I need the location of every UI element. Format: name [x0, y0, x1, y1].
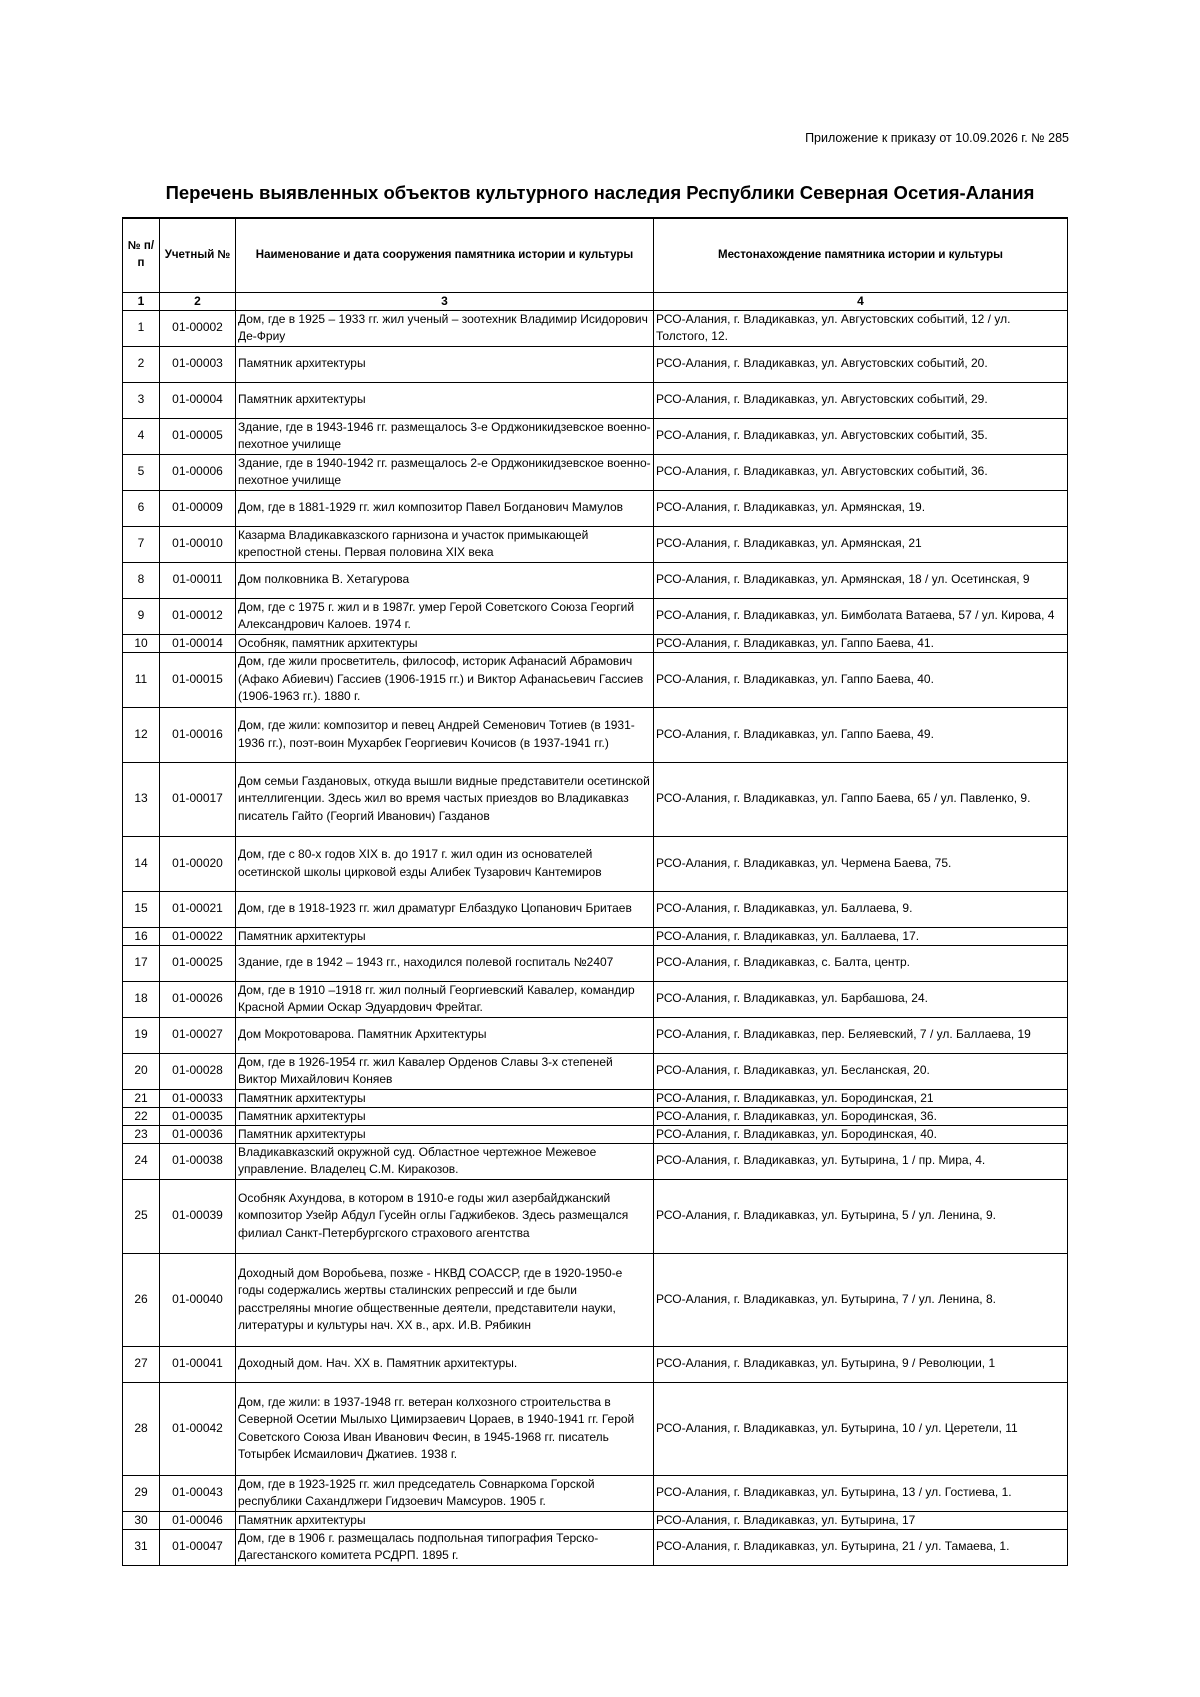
document-title: Перечень выявленных объектов культурного наследия Республики Северная Осетия-Алания: [165, 182, 1035, 203]
location-cell: РСО-Алания, г. Владикавказ, с. Балта, центр.: [654, 945, 1068, 981]
table-row: [123, 418, 1068, 454]
header-registry-id: Учетный №: [160, 218, 236, 292]
row-number-cell: 31: [123, 1529, 160, 1565]
table-row: [123, 454, 1068, 490]
table-body: [123, 310, 1068, 1565]
registry-id-cell: 01-00004: [160, 382, 236, 418]
object-name-cell: Доходный дом Воробьева, позже - НКВД СОАССР, где в 1920-1950-е годы содержались жертвы сталинских репрессий и где были расстреляны многие общественные деятели, представители науки, литературы и культуры нач. XX в., арх. И.В. Рябикин: [236, 1253, 654, 1346]
row-number-cell: 3: [123, 382, 160, 418]
registry-id-cell: 01-00009: [160, 490, 236, 526]
registry-id-cell: 01-00040: [160, 1253, 236, 1346]
table-row: [123, 1107, 1068, 1125]
row-number-cell: 17: [123, 945, 160, 981]
column-number: 1: [123, 292, 160, 310]
row-number-cell: 26: [123, 1253, 160, 1346]
table-row: [123, 652, 1068, 707]
row-number-cell: 11: [123, 652, 160, 707]
table-row: [123, 891, 1068, 927]
registry-id-cell: 01-00003: [160, 346, 236, 382]
location-cell: РСО-Алания, г. Владикавказ, ул. Августовских событий, 12 / ул. Толстого, 12.: [654, 310, 1068, 346]
location-cell: РСО-Алания, г. Владикавказ, ул. Баллаева, 9.: [654, 891, 1068, 927]
location-cell: РСО-Алания, г. Владикавказ, ул. Армянская, 18 / ул. Осетинская, 9: [654, 562, 1068, 598]
object-name-cell: Дом, где с 1975 г. жил и в 1987г. умер Герой Советского Союза Георгий Александрович Калоев. 1974 г.: [236, 598, 654, 634]
object-name-cell: Владикавказский окружной суд. Областное чертежное Межевое управление. Владелец С.М. Киракозов.: [236, 1143, 654, 1179]
row-number-cell: 14: [123, 836, 160, 891]
registry-id-cell: 01-00021: [160, 891, 236, 927]
table-row: [123, 1475, 1068, 1511]
location-cell: РСО-Алания, г. Владикавказ, ул. Бутырина, 10 / ул. Церетели, 11: [654, 1382, 1068, 1475]
registry-id-cell: 01-00006: [160, 454, 236, 490]
location-cell: РСО-Алания, г. Владикавказ, ул. Баллаева, 17.: [654, 927, 1068, 945]
location-cell: РСО-Алания, г. Владикавказ, ул. Августовских событий, 36.: [654, 454, 1068, 490]
row-number-cell: 10: [123, 634, 160, 652]
object-name-cell: Дом, где в 1910 –1918 гг. жил полный Георгиевский Кавалер, командир Красной Армии Оскар Эдуардович Фрейтаг.: [236, 981, 654, 1017]
registry-id-cell: 01-00046: [160, 1511, 236, 1529]
registry-id-cell: 01-00038: [160, 1143, 236, 1179]
registry-id-cell: 01-00036: [160, 1125, 236, 1143]
location-cell: РСО-Алания, г. Владикавказ, ул. Бутырина, 1 / пр. Мира, 4.: [654, 1143, 1068, 1179]
registry-id-cell: 01-00025: [160, 945, 236, 981]
location-cell: РСО-Алания, г. Владикавказ, ул. Армянская, 19.: [654, 490, 1068, 526]
object-name-cell: Дом, где жили просветитель, философ, историк Афанасий Абрамович (Афако Абиевич) Гассиев (1906-1915 гг.) и Виктор Афанасьевич Гассиев (1906-1963 гг.). 1880 г.: [236, 652, 654, 707]
object-name-cell: Дом, где жили: в 1937-1948 гг. ветеран колхозного строительства в Северной Осетии Мылыхо Цимирзаевич Цораев, в 1940-1941 гг. Герой Советского Союза Иван Иванович Фесин, в 1945-1968 гг. писатель Тотырбек Исмаилович Джатиев. 1938 г.: [236, 1382, 654, 1475]
row-number-cell: 22: [123, 1107, 160, 1125]
table-row: [123, 981, 1068, 1017]
object-name-cell: Памятник архитектуры: [236, 346, 654, 382]
row-number-cell: 15: [123, 891, 160, 927]
location-cell: РСО-Алания, г. Владикавказ, ул. Августовских событий, 35.: [654, 418, 1068, 454]
object-name-cell: Особняк, памятник архитектуры: [236, 634, 654, 652]
table-row: [123, 1143, 1068, 1179]
table-row: [123, 382, 1068, 418]
table-row: [123, 836, 1068, 891]
object-name-cell: Дом полковника В. Хетагурова: [236, 562, 654, 598]
table-row: [123, 1125, 1068, 1143]
object-name-cell: Памятник архитектуры: [236, 1107, 654, 1125]
location-cell: РСО-Алания, г. Владикавказ, ул. Бесланская, 20.: [654, 1053, 1068, 1089]
location-cell: РСО-Алания, г. Владикавказ, ул. Бутырина, 7 / ул. Ленина, 8.: [654, 1253, 1068, 1346]
registry-id-cell: 01-00005: [160, 418, 236, 454]
location-cell: РСО-Алания, г. Владикавказ, ул. Августовских событий, 29.: [654, 382, 1068, 418]
table-row: [123, 927, 1068, 945]
table-row: [123, 634, 1068, 652]
row-number-cell: 4: [123, 418, 160, 454]
registry-id-cell: 01-00039: [160, 1179, 236, 1253]
object-name-cell: Дом семьи Газдановых, откуда вышли видные представители осетинской интеллигенции. Здесь жил во время частых приездов во Владикавказ писатель Гайто (Георгий Иванович) Газданов: [236, 762, 654, 836]
location-cell: РСО-Алания, г. Владикавказ, ул. Бородинская, 40.: [654, 1125, 1068, 1143]
table-row: [123, 707, 1068, 762]
registry-id-cell: 01-00010: [160, 526, 236, 562]
registry-id-cell: 01-00022: [160, 927, 236, 945]
object-name-cell: Памятник архитектуры: [236, 382, 654, 418]
table-row: [123, 1017, 1068, 1053]
object-name-cell: Дом, где в 1926-1954 гг. жил Кавалер Орденов Славы 3-х степеней Виктор Михайлович Коняев: [236, 1053, 654, 1089]
row-number-cell: 18: [123, 981, 160, 1017]
column-number: 3: [236, 292, 654, 310]
registry-id-cell: 01-00020: [160, 836, 236, 891]
location-cell: РСО-Алания, г. Владикавказ, ул. Бимболата Ватаева, 57 / ул. Кирова, 4: [654, 598, 1068, 634]
table-row: [123, 1053, 1068, 1089]
table-row: [123, 490, 1068, 526]
object-name-cell: Здание, где в 1940-1942 гг. размещалось 2-е Орджоникидзевское военно-пехотное училище: [236, 454, 654, 490]
registry-id-cell: 01-00028: [160, 1053, 236, 1089]
location-cell: РСО-Алания, г. Владикавказ, пер. Беляевский, 7 / ул. Баллаева, 19: [654, 1017, 1068, 1053]
location-cell: РСО-Алания, г. Владикавказ, ул. Гаппо Баева, 41.: [654, 634, 1068, 652]
row-number-cell: 19: [123, 1017, 160, 1053]
table-header-row: [123, 218, 1068, 292]
row-number-cell: 21: [123, 1089, 160, 1107]
row-number-cell: 1: [123, 310, 160, 346]
registry-id-cell: 01-00012: [160, 598, 236, 634]
object-name-cell: Памятник архитектуры: [236, 1125, 654, 1143]
registry-id-cell: 01-00017: [160, 762, 236, 836]
table-row: [123, 1089, 1068, 1107]
object-name-cell: Дом, где в 1923-1925 гг. жил председатель Совнаркома Горской республики Сахандлжери Гидзоевич Мамсуров. 1905 г.: [236, 1475, 654, 1511]
table-row: [123, 1346, 1068, 1382]
location-cell: РСО-Алания, г. Владикавказ, ул. Армянская, 21: [654, 526, 1068, 562]
location-cell: РСО-Алания, г. Владикавказ, ул. Бутырина, 9 / Революции, 1: [654, 1346, 1068, 1382]
row-number-cell: 24: [123, 1143, 160, 1179]
object-name-cell: Дом, где в 1925 – 1933 гг. жил ученый – зоотехник Владимир Исидорович Де-Фриу: [236, 310, 654, 346]
heritage-table: [122, 217, 1068, 1566]
object-name-cell: Памятник архитектуры: [236, 1511, 654, 1529]
table-row: [123, 1382, 1068, 1475]
row-number-cell: 7: [123, 526, 160, 562]
table-row: [123, 1511, 1068, 1529]
header-location: Местонахождение памятника истории и культуры: [654, 218, 1068, 292]
registry-id-cell: 01-00026: [160, 981, 236, 1017]
column-number-row: [123, 292, 1068, 310]
object-name-cell: Дом, где жили: композитор и певец Андрей Семенович Тотиев (в 1931-1936 гг.), поэт-воин Мухарбек Георгиевич Кочисов (в 1937-1941 гг.): [236, 707, 654, 762]
registry-id-cell: 01-00016: [160, 707, 236, 762]
location-cell: РСО-Алания, г. Владикавказ, ул. Чермена Баева, 75.: [654, 836, 1068, 891]
location-cell: РСО-Алания, г. Владикавказ, ул. Гаппо Баева, 65 / ул. Павленко, 9.: [654, 762, 1068, 836]
location-cell: РСО-Алания, г. Владикавказ, ул. Бородинская, 36.: [654, 1107, 1068, 1125]
location-cell: РСО-Алания, г. Владикавказ, ул. Бутырина, 5 / ул. Ленина, 9.: [654, 1179, 1068, 1253]
registry-id-cell: 01-00014: [160, 634, 236, 652]
header-number: № п/п: [123, 218, 160, 292]
table-row: [123, 310, 1068, 346]
object-name-cell: Дом, где в 1906 г. размещалась подпольная типография Терско-Дагестанского комитета РСДРП. 1895 г.: [236, 1529, 654, 1565]
location-cell: РСО-Алания, г. Владикавказ, ул. Бутырина, 17: [654, 1511, 1068, 1529]
registry-id-cell: 01-00033: [160, 1089, 236, 1107]
row-number-cell: 25: [123, 1179, 160, 1253]
table-row: [123, 562, 1068, 598]
location-cell: РСО-Алания, г. Владикавказ, ул. Гаппо Баева, 40.: [654, 652, 1068, 707]
table-row: [123, 526, 1068, 562]
registry-id-cell: 01-00015: [160, 652, 236, 707]
header-name: Наименование и дата сооружения памятника истории и культуры: [236, 218, 654, 292]
object-name-cell: Дом, где в 1881-1929 гг. жил композитор Павел Богданович Мамулов: [236, 490, 654, 526]
registry-id-cell: 01-00002: [160, 310, 236, 346]
location-cell: РСО-Алания, г. Владикавказ, ул. Августовских событий, 20.: [654, 346, 1068, 382]
location-cell: РСО-Алания, г. Владикавказ, ул. Бородинская, 21: [654, 1089, 1068, 1107]
location-cell: РСО-Алания, г. Владикавказ, ул. Бутырина, 13 / ул. Гостиева, 1.: [654, 1475, 1068, 1511]
registry-id-cell: 01-00043: [160, 1475, 236, 1511]
object-name-cell: Здание, где в 1942 – 1943 гг., находился полевой госпиталь №2407: [236, 945, 654, 981]
row-number-cell: 12: [123, 707, 160, 762]
object-name-cell: Дом, где в 1918-1923 гг. жил драматург Елбаздуко Цопанович Бритаев: [236, 891, 654, 927]
object-name-cell: Дом Мокротоварова. Памятник Архитектуры: [236, 1017, 654, 1053]
object-name-cell: Дом, где с 80-х годов XIX в. до 1917 г. жил один из основателей осетинской школы цирковой езды Алибек Тузарович Кантемиров: [236, 836, 654, 891]
row-number-cell: 28: [123, 1382, 160, 1475]
table-row: [123, 762, 1068, 836]
row-number-cell: 30: [123, 1511, 160, 1529]
table-row: [123, 598, 1068, 634]
location-cell: РСО-Алания, г. Владикавказ, ул. Гаппо Баева, 49.: [654, 707, 1068, 762]
object-name-cell: Особняк Ахундова, в котором в 1910-е годы жил азербайджанский композитор Узейр Абдул Гусейн оглы Гаджибеков. Здесь размещался филиал Санкт-Петербургского страхового агентства: [236, 1179, 654, 1253]
table-row: [123, 945, 1068, 981]
row-number-cell: 2: [123, 346, 160, 382]
row-number-cell: 20: [123, 1053, 160, 1089]
registry-id-cell: 01-00041: [160, 1346, 236, 1382]
row-number-cell: 9: [123, 598, 160, 634]
row-number-cell: 16: [123, 927, 160, 945]
row-number-cell: 29: [123, 1475, 160, 1511]
object-name-cell: Доходный дом. Нач. XX в. Памятник архитектуры.: [236, 1346, 654, 1382]
object-name-cell: Здание, где в 1943-1946 гг. размещалось 3-е Орджоникидзевское военно-пехотное училище: [236, 418, 654, 454]
location-cell: РСО-Алания, г. Владикавказ, ул. Бутырина, 21 / ул. Тамаева, 1.: [654, 1529, 1068, 1565]
row-number-cell: 13: [123, 762, 160, 836]
object-name-cell: Памятник архитектуры: [236, 927, 654, 945]
registry-id-cell: 01-00042: [160, 1382, 236, 1475]
table-row: [123, 1529, 1068, 1565]
registry-id-cell: 01-00047: [160, 1529, 236, 1565]
registry-id-cell: 01-00011: [160, 562, 236, 598]
row-number-cell: 6: [123, 490, 160, 526]
row-number-cell: 27: [123, 1346, 160, 1382]
table-row: [123, 346, 1068, 382]
appendix-note: Приложение к приказу от 10.09.2026 г. № 285: [805, 131, 1069, 145]
object-name-cell: Казарма Владикавказского гарнизона и участок примыкающей крепостной стены. Первая половина XIX века: [236, 526, 654, 562]
row-number-cell: 23: [123, 1125, 160, 1143]
column-number: 4: [654, 292, 1068, 310]
registry-id-cell: 01-00035: [160, 1107, 236, 1125]
object-name-cell: Памятник архитектуры: [236, 1089, 654, 1107]
table-row: [123, 1253, 1068, 1346]
row-number-cell: 8: [123, 562, 160, 598]
table-row: [123, 1179, 1068, 1253]
registry-id-cell: 01-00027: [160, 1017, 236, 1053]
column-number: 2: [160, 292, 236, 310]
row-number-cell: 5: [123, 454, 160, 490]
location-cell: РСО-Алания, г. Владикавказ, ул. Барбашова, 24.: [654, 981, 1068, 1017]
